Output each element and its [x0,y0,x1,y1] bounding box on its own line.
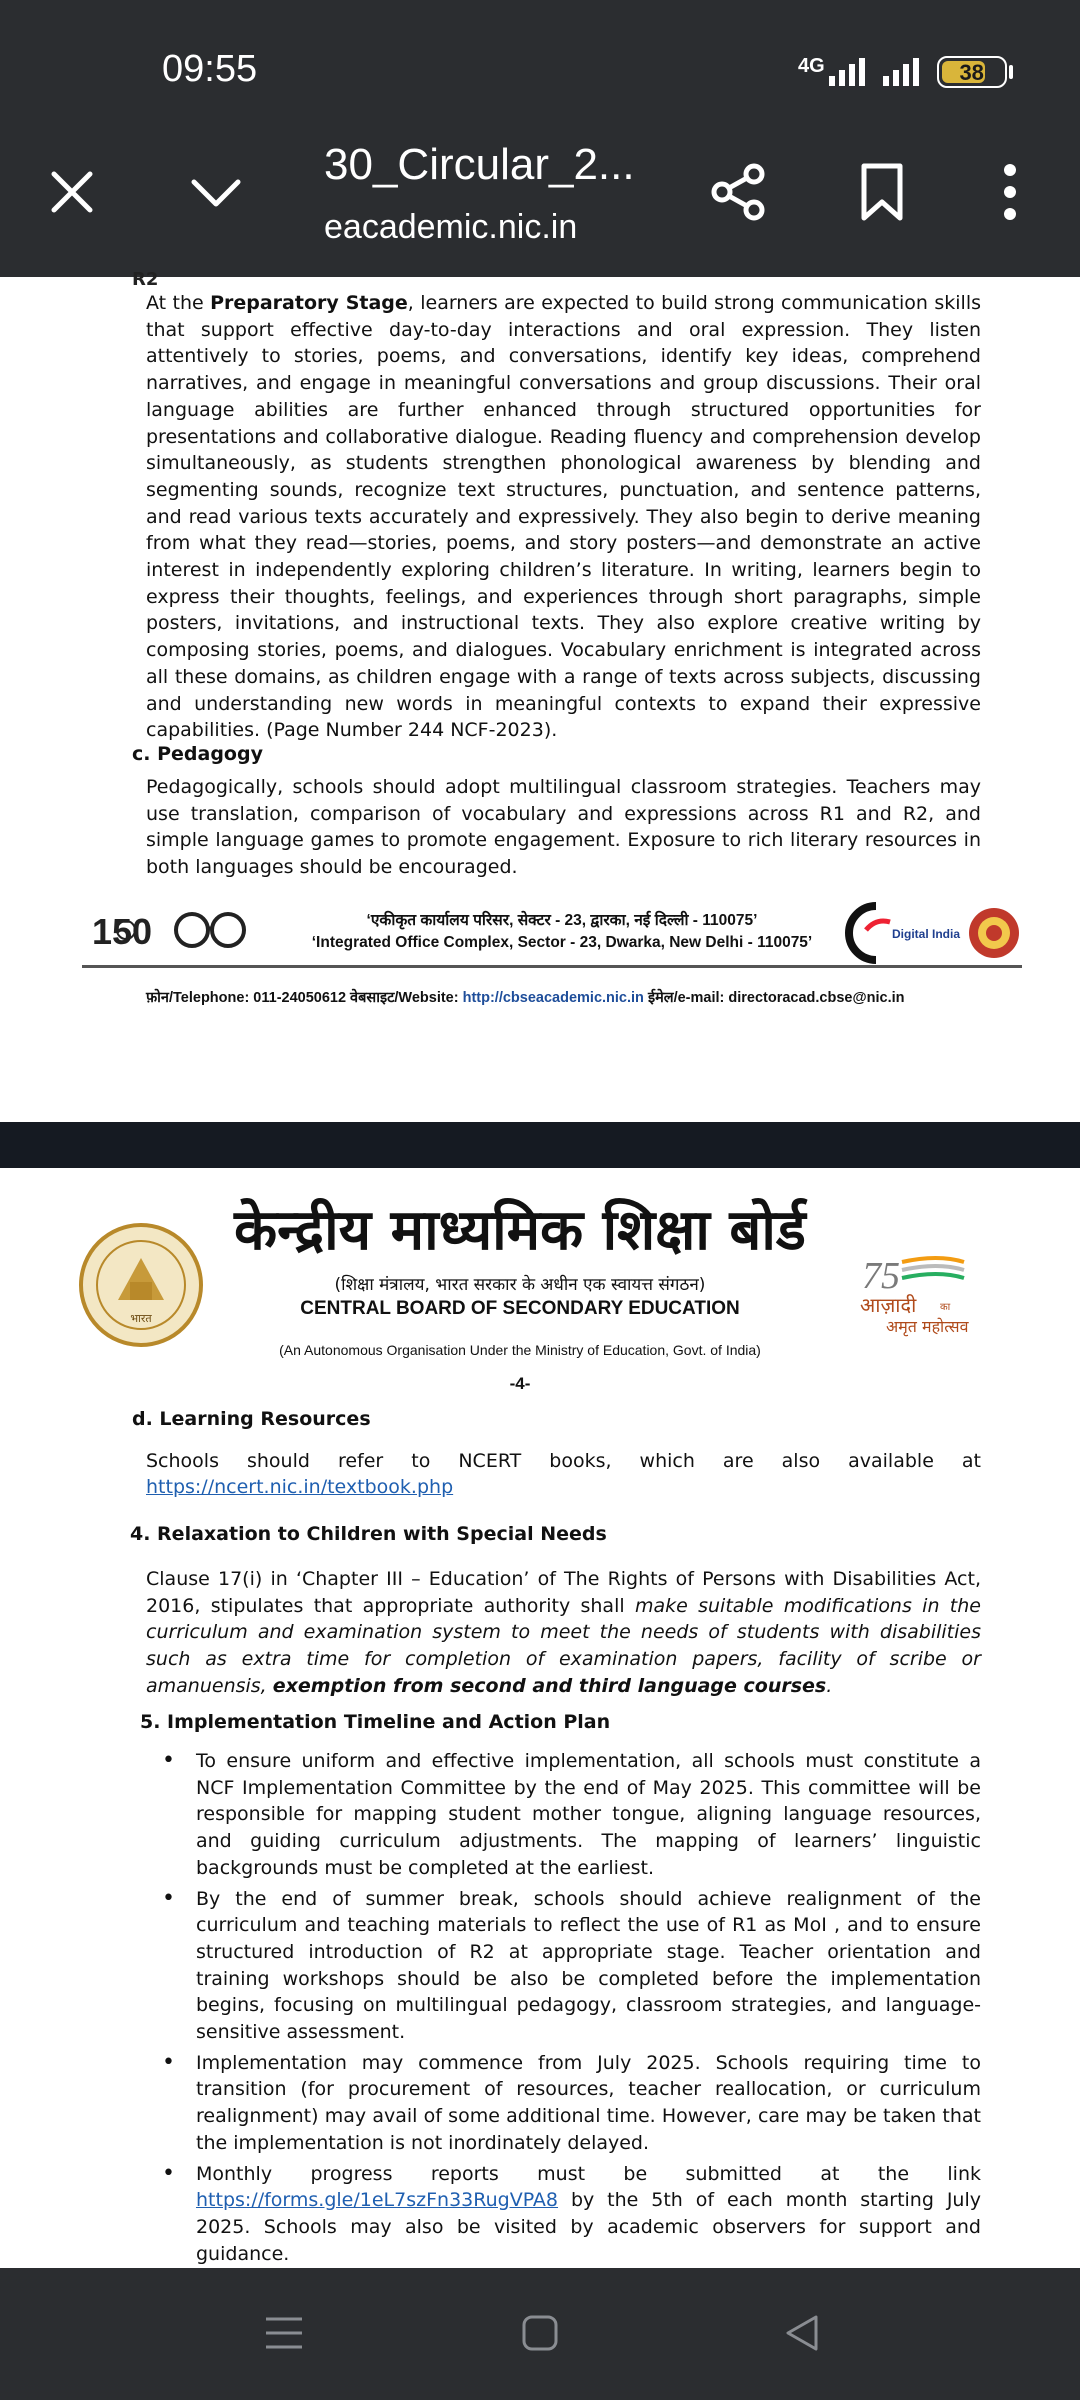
footer-contact: फ़ोन/Telephone: 011-24050612 वेबसाइट/Website: http://cbseacademic.nic.in ईमेल/e-mail: directoracad.cbse@nic.in [146,990,905,1006]
relaxation-paragraph: Clause 17(i) in ‘Chapter III – Education’ of The Rights of Persons with Disabilities Act, 2016, stipulates that appropriate authority shall make suitable modifications in the curriculum and examination system to meet the needs of students with disabilities such as extra time for completion of examination papers, facility of scribe or amanuensis, exemption from second and third language courses. [146,1568,981,1697]
azadi-ka-amrit-mahotsav-logo [858,1248,988,1338]
action-plan-list [146,1748,981,2271]
footer-logos-left [90,904,250,962]
signal-icon [829,58,865,86]
pdf-page-4 [0,1168,1080,2268]
system-navigation-bar [0,2268,1080,2400]
more-options-button[interactable] [970,152,1050,232]
pedagogy-paragraph: Pedagogically, schools should adopt multilingual classroom strategies. Teachers may use translation, comparison of vocabulary and expressions across R1 and R2, and simple language games to promote engagement. Exposure to rich literary resources in both languages should be encouraged. [146,776,981,879]
home-button[interactable] [500,2298,580,2368]
preparatory-stage-paragraph: At the Preparatory Stage, learners are expected to build strong communication skills that support effective day-to-day interactions and oral expression. They listen attentively to stories, poems, and conversations, identify key ideas, comprehend narratives, and engage in meaningful conversations and group discussions. Their oral language abilities are further enhanced through structured opportunities for presentations and collaborative dialogue. Reading fluency and comprehension develop simultaneously, as students strengthen phonological awareness by blending and segmenting sounds, recognize text structures, punctuation, and sentence patterns, and read various texts accurately and expressively. They also begin to derive meaning from what they read—stories, poems, and story posters—and demonstrate an active interest in independently exploring children’s literature. In writing, learners begin to express their thoughts, feelings, and experiences through short paragraphs, simple posters, invitations, and instructional texts. They also explore creative writing by composing stories, poems, and dialogues. Vocabulary enrichment is integrated across all these domains, as children engage with a range of texts across subjects, discussing and understanding new words in meaningful contexts to expand their expressive capabilities. (Page Number 244 NCF-2023). [146,292,981,742]
letterhead-footer [82,900,1022,968]
viewer-top-bar [0,0,1080,277]
chevron-down-icon [188,172,244,212]
swachh-bharat-logo [170,904,250,962]
learning-resources-paragraph: Schools should refer to NCERT books, which are also available at [146,1450,981,1472]
svg-text:Digital India: Digital India [892,927,961,941]
status-icons [798,50,1013,94]
battery-icon [937,56,1007,88]
board-title-hindi: केन्द्रीय माध्यमिक शिक्षा बोर्ड [234,1198,806,1263]
footer-address: ‘एकीकृत कार्यालय परिसर, सेक्टर - 23, द्वारका, नई दिल्ली - 110075’ ‘Integrated Office Complex, Sector - 23, Dwarka, New Delhi - 110075’ [311,912,813,951]
timeline-heading: 5. Implementation Timeline and Action Plan [140,1711,611,1733]
website-link[interactable]: http://cbseacademic.nic.in [462,990,644,1006]
section-fragment: R2 [132,269,159,290]
signal-icon-2 [883,58,919,86]
footer-logos-right [854,900,1022,966]
svg-text:का: का [940,1302,951,1313]
progress-report-form-link[interactable]: https://forms.gle/1eL7szFn33RugVPA8 [196,2189,559,2212]
page-separator [0,1122,1080,1168]
digital-india-logo [854,900,961,966]
150-years-logo [90,904,160,962]
board-title-english: CENTRAL BOARD OF SECONDARY EDUCATION [300,1298,740,1319]
svg-text:भारत: भारत [130,1312,152,1325]
document-url: eacademic.nic.in [324,208,578,246]
back-button[interactable] [762,2298,842,2368]
battery-level: 38 [959,60,984,85]
cbse-seal-logo [78,1222,204,1348]
recents-icon [264,2313,304,2353]
bookmark-icon [858,162,906,222]
relaxation-heading: 4. Relaxation to Children with Special Needs [130,1523,607,1545]
ncert-textbook-link[interactable]: https://ncert.nic.in/textbook.php [146,1476,454,1498]
close-icon [48,168,96,216]
collapse-button[interactable] [176,152,256,232]
pdf-page-3 [0,269,1080,1122]
svg-text:आज़ादी: आज़ादी [860,1293,917,1317]
close-button[interactable] [32,152,112,232]
board-subtitle-hindi: (शिक्षा मंत्रालय, भारत सरकार के अधीन एक स्वायत्त संगठन) [334,1275,706,1295]
svg-text:150: 150 [92,911,153,952]
bookmark-button[interactable] [842,152,922,232]
svg-text:अमृत महोत्सव: अमृत महोत्सव [886,1317,969,1336]
board-subtitle-english: (An Autonomous Organisation Under the Ministry of Education, Govt. of India) [279,1342,761,1358]
share-button[interactable] [698,152,778,232]
document-title: 30_Circular_2... [324,140,635,189]
recents-button[interactable] [244,2298,324,2368]
list-item: • Monthly progress reports must be submitted at the link https://forms.gle/1eL7szFn33RugVPA8 by the 5th of each month starting July 2025. Schools may also be visited by academic observers for support and guidance. [146,2161,981,2268]
list-item: • By the end of summer break, schools should achieve realignment of the curriculum and teaching materials to reflect the use of R1 as MoI , and to ensure structured introduction of R2 at appropriate stage. Teacher orientation and training workshops should be also be completed before the implementation begins, focusing on multilingual pedagogy, classroom strategies, and language-sensitive assessment. [146,1886,981,2046]
pedagogy-heading: c. Pedagogy [132,743,263,765]
home-icon [520,2313,560,2353]
learning-resources-heading: d. Learning Resources [132,1408,371,1430]
network-type: 4G [798,54,825,77]
emblem-logo [966,900,1022,966]
share-icon [708,162,768,222]
page-number: -4- [509,1374,531,1393]
list-item: • To ensure uniform and effective implementation, all schools must constitute a NCF Implementation Committee by the end of May 2025. This committee will be responsible for mapping student mother tongue, aligning language resources, and guiding curriculum adjustments. The mapping of learners’ linguistic backgrounds must be completed at the earliest. [146,1748,981,1882]
list-item: • Implementation may commence from July 2025. Schools requiring time to transition (for procurement of resources, teacher reallocation, or curriculum realignment) may avail of some additional time. However, care may be taken that the implementation is not inordinately delayed. [146,2050,981,2157]
more-vert-icon [1000,162,1020,222]
back-icon [782,2313,822,2353]
svg-text:75: 75 [862,1255,900,1297]
status-time: 09:55 [162,48,258,90]
